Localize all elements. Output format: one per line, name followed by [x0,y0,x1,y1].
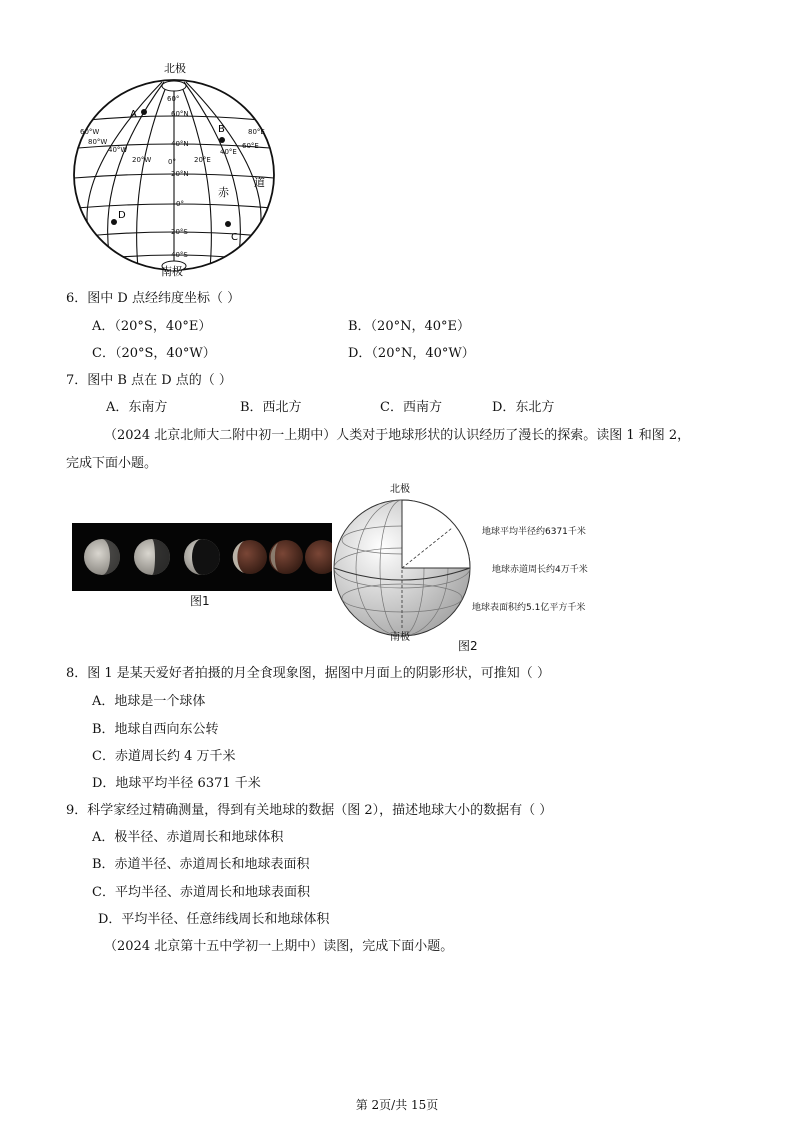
q6-stem: 6．图中 D 点经纬度坐标（ ） [66,291,241,306]
globe-north-pole-label: 北极 [164,62,186,75]
intro2-line1: （2024 北京第十五中学初一上期中）读图，完成下面小题。 [104,939,454,954]
lat-label: 40°N [171,140,189,148]
svg-text:B: B [218,124,225,135]
fig2-area-label: 地球表面积约5.1亿平方千米 [472,603,586,613]
sphere-south-pole-label: 南极 [390,632,410,643]
lat-label: 60° [167,95,180,103]
moon-phase-4 [233,540,267,574]
q7-option-b: B．西北方 [240,400,302,415]
svg-text:C: C [231,232,238,243]
intro1-line1: （2024 北京北师大二附中初一上期中）人类对于地球形状的认识经历了漫长的探索。读图 1 和图 2， [104,428,691,443]
q9-option-c: C．平均半径、赤道周长和地球表面积 [92,885,310,900]
lon-label: 80°W [88,138,108,146]
lat-label: 20°S [171,228,188,236]
q8-option-b: B．地球自西向东公转 [92,722,219,737]
lon-label: 40°W [108,146,128,154]
lon-label: 20°E [194,156,211,164]
lon-label: 20°W [132,156,152,164]
fig2-circumference-label: 地球赤道周长约4万千米 [492,565,588,575]
intro1-line2: 完成下面小题。 [66,456,158,471]
lat-label: 60°N [171,110,189,118]
q6-option-b: B．（20°N，40°E） [348,319,471,334]
earth-data-sphere [332,480,472,645]
q6-option-c: C．（20°S，40°W） [92,346,216,361]
lunar-eclipse-photo [72,523,332,591]
q9-stem: 9．科学家经过精确测量，得到有关地球的数据（图 2），描述地球大小的数据有（ ） [66,803,553,818]
q6-option-d: D．（20°N，40°W） [348,346,475,361]
moon-phase-2 [134,539,170,575]
moon-phase-3 [184,539,220,575]
globe-latlon-figure [68,60,283,280]
q8-option-a: A．地球是一个球体 [92,694,206,709]
q9-option-b: B．赤道半径、赤道周长和地球表面积 [92,857,310,872]
sphere-north-pole-label: 北极 [390,484,410,495]
page-footer: 第 2页/共 15页 [355,1098,439,1112]
q7-option-a: A．东南方 [106,400,168,415]
figure1-caption: 图1 [190,594,210,608]
fig2-radius-label: 地球平均半径约6371千米 [482,527,586,537]
q7-option-c: C．西南方 [380,400,442,415]
q8-option-d: D．地球平均半径 6371 千米 [92,776,261,791]
point-b [218,124,225,143]
svg-text:A: A [130,109,137,120]
moon-phase-5 [269,540,303,574]
q9-option-a: A．极半径、赤道周长和地球体积 [92,830,284,845]
q8-option-c: C．赤道周长约 4 万千米 [92,749,236,764]
svg-text:D: D [118,210,126,221]
lon-label: 0° [168,158,176,166]
lon-label: 40°E [220,148,237,156]
q6-option-a: A．（20°S，40°E） [92,319,212,334]
equator-char: 赤 [218,186,229,199]
globe-south-pole-label: 南极 [161,265,183,278]
lon-label: 60°W [80,128,100,136]
q7-stem: 7．图中 B 点在 D 点的（ ） [66,373,232,388]
figure2-caption: 图2 [458,639,478,653]
lon-label: 80°E [248,128,265,136]
lat-label: 0° [176,200,184,208]
q8-stem: 8．图 1 是某天爱好者拍摄的月全食现象图，据图中月面上的阴影形状，可推知（ ） [66,666,550,681]
moon-phase-1 [84,539,120,575]
lon-label: 60°E [242,142,259,150]
q7-option-d: D．东北方 [492,400,555,415]
lat-label: 20°N [171,170,189,178]
q9-option-d: D．平均半径、任意纬线周长和地球体积 [98,912,330,927]
equator-char: 道 [254,176,265,189]
lat-label: 40°S [171,251,188,259]
